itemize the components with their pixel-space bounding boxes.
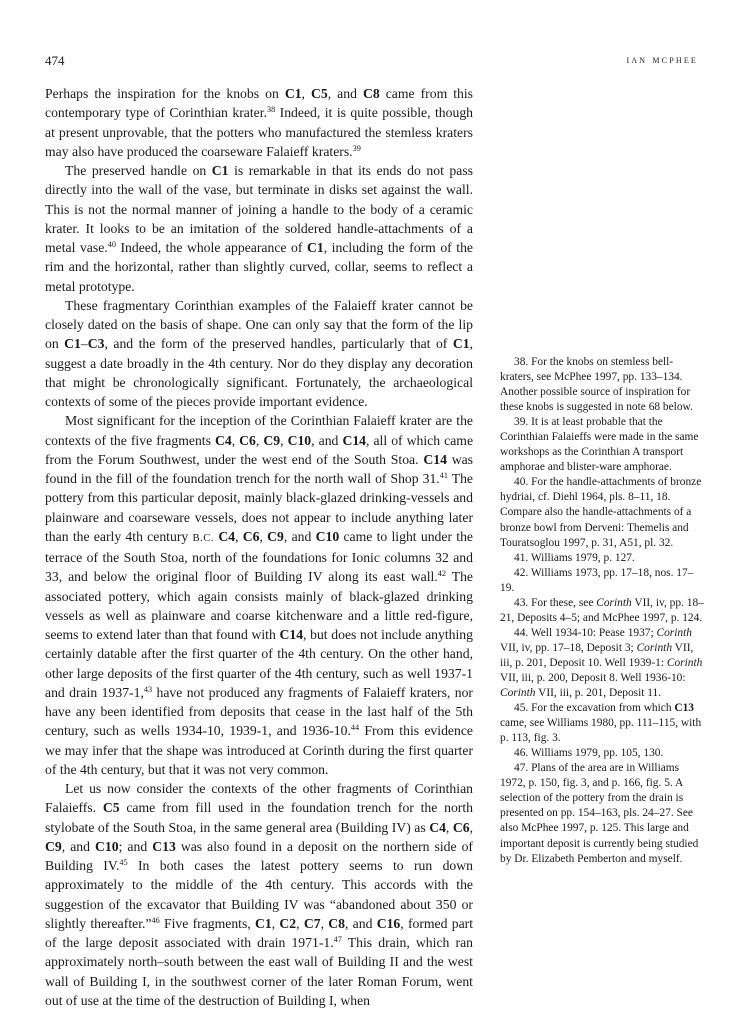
footnote: 43. For these, see Corinth VII, iv, pp. 18–21, Deposits 4–5; and McPhee 1997, p. 124. (500, 596, 704, 624)
footnote: 40. For the handle-attachments of bronze hydriai, cf. Diehl 1964, pls. 8–11, 18. Compare also the handle-attachments of a bronze bowl from Derveni: Themelis and Touratsoglou 1997, p. 31, A51, pl. 32. (500, 476, 702, 549)
footnote: 39. It is at least probable that the Corinthian Falaieffs were made in the same workshops as the Corinthian A transport amphorae and blister-ware amphorae. (500, 416, 699, 474)
body-paragraph: Perhaps the inspiration for the knobs on C1, C5, and C8 came from this contemporary type of Corinthian krater.$^{38}$ Indeed, it is quite possible, though at present unprovable, that the potters who manufactured the stemless kraters may also have produced the coarseware Falaieff kraters.$^{39}$ (45, 86, 474, 159)
footnote: 44. Well 1934-10: Pease 1937; Corinth VII, iv, pp. 17–18, Deposit 3; Corinth VII, iii, p. 201, Deposit 10. Well 1939-1: Corinth VII, iii, p. 200, Deposit 8. Well 1936-10: Corinth VII, iii, p. 201, Deposit 11. (500, 626, 703, 700)
footnote: 47. Plans of the area are in Williams 1972, p. 150, fig. 3, and p. 166, fig. 5. A selection of the pottery from the drain is presented on pp. 154–163, pls. 24–27. See also McPhee 1997, p. 125. This large and important deposit is currently being studied by Dr. Elizabeth Pemberton and myself. (500, 762, 699, 865)
body-paragraph: These fragmentary Corinthian examples of the Falaieff krater cannot be closely dated on the basis of shape. One can only say that the form of the lip on C1–C3, and the form of the preserved handles, particularly that of C1, suggest a date broadly in the 4th century. Nor do they display any decoration that might be chronologically significant. Fortunately, the archaeological contexts of some of the pieces provide important evidence. (45, 297, 473, 409)
footnotes-column (500, 355, 705, 867)
running-head: ian mcphee (626, 54, 698, 66)
footnote: 38. For the knobs on stemless bell-kraters, see McPhee 1997, pp. 133–134. Another possible source of inspiration for these knobs is suggested in note 68 below. (500, 356, 693, 414)
footnote: 46. Williams 1979, pp. 105, 130. (514, 747, 664, 760)
page-number: 474 (45, 53, 65, 68)
body-paragraph: Let us now consider the contexts of the other fragments of Corinthian Falaieffs. C5 came from fill used in the foundation trench for the north stylobate of the South Stoa, in the same general area (Building IV) as C4, C6, C9, and C10; and C13 was also found in a deposit on the northern side of Building IV.$^{45}$ In both cases the latest pottery seems to run down approximately to the middle of the 4th century. This accords with the suggestion of the excavator that Building IV was “abandoned about 350 or slightly thereafter.”$^{46}$ Five fragments, C1, C2, C7, C8, and C16, formed part of the large deposit associated with drain 1971-1.47 This drain, which ran approximately north–south between the east wall of Building II and the west wall of Building I, in the southwest corner of the later Roman Forum, went out of use at the time of the destruction of Building I, when (45, 781, 474, 1008)
footnote: 45. For the excavation from which C13 came, see Williams 1980, pp. 111–115, with p. 113, fig. 3. (500, 702, 702, 745)
body-paragraph: Most significant for the inception of the Corinthian Falaieff krater are the contexts of the five fragments C4, C6, C9, C10, and C14, all of which came from the Forum Southwest, under the west end of the South Stoa. C14 was found in the fill of the foundation trench for the north wall of Shop 31.41 The pottery from this particular deposit, mainly black-glazed drinking-vessels and plainware and coarseware vessels, does not appear to include anything later than the early 4th century B.C. C4, C6, C9, and C10 came to light under the terrace of the South Stoa, north of the foundations for Ionic columns 32 and 33, and below the original floor of Building IV along its east wall.$^{42}$ The associated pottery, which again consists mainly of black-glazed drinking vessels as well as plainware and coarse kitchenware and a little red-figure, seems to extend later than that found with C14, but does not include anything certainly datable after the first quarter of the 4th century. On the other hand, other large deposits of the first quarter of the 4th century, such as well 1937-1 and drain 1937-1,43 have not produced any fragments of Falaieff kraters, nor have any been identified from deposits that cease in the last half of the 5th century, such as wells 1934-10, 1939-1, and 1936-10.44 From this evidence we may infer that the shape was introduced at Corinth during the first quarter of the 4th century, but that it was not very common. (45, 413, 474, 777)
main-text-column (45, 84, 473, 1010)
footnote: 42. Williams 1973, pp. 17–18, nos. 17–19. (500, 566, 694, 594)
footnote: 41. Williams 1979, p. 127. (514, 551, 635, 564)
body-paragraph: The preserved handle on C1 is remarkable in that its ends do not pass directly into the wall of the vase, but terminate in disks set against the wall. This is not the normal manner of joining a handle to the body of a ceramic krater. It looks to be an imitation of the soldered handle-attachments of a metal vase.$^{40}$ Indeed, the whole appearance of C1, including the form of the rim and the horizontal, rather than slightly curved, collar, seems to reflect a metal prototype. (45, 163, 474, 294)
